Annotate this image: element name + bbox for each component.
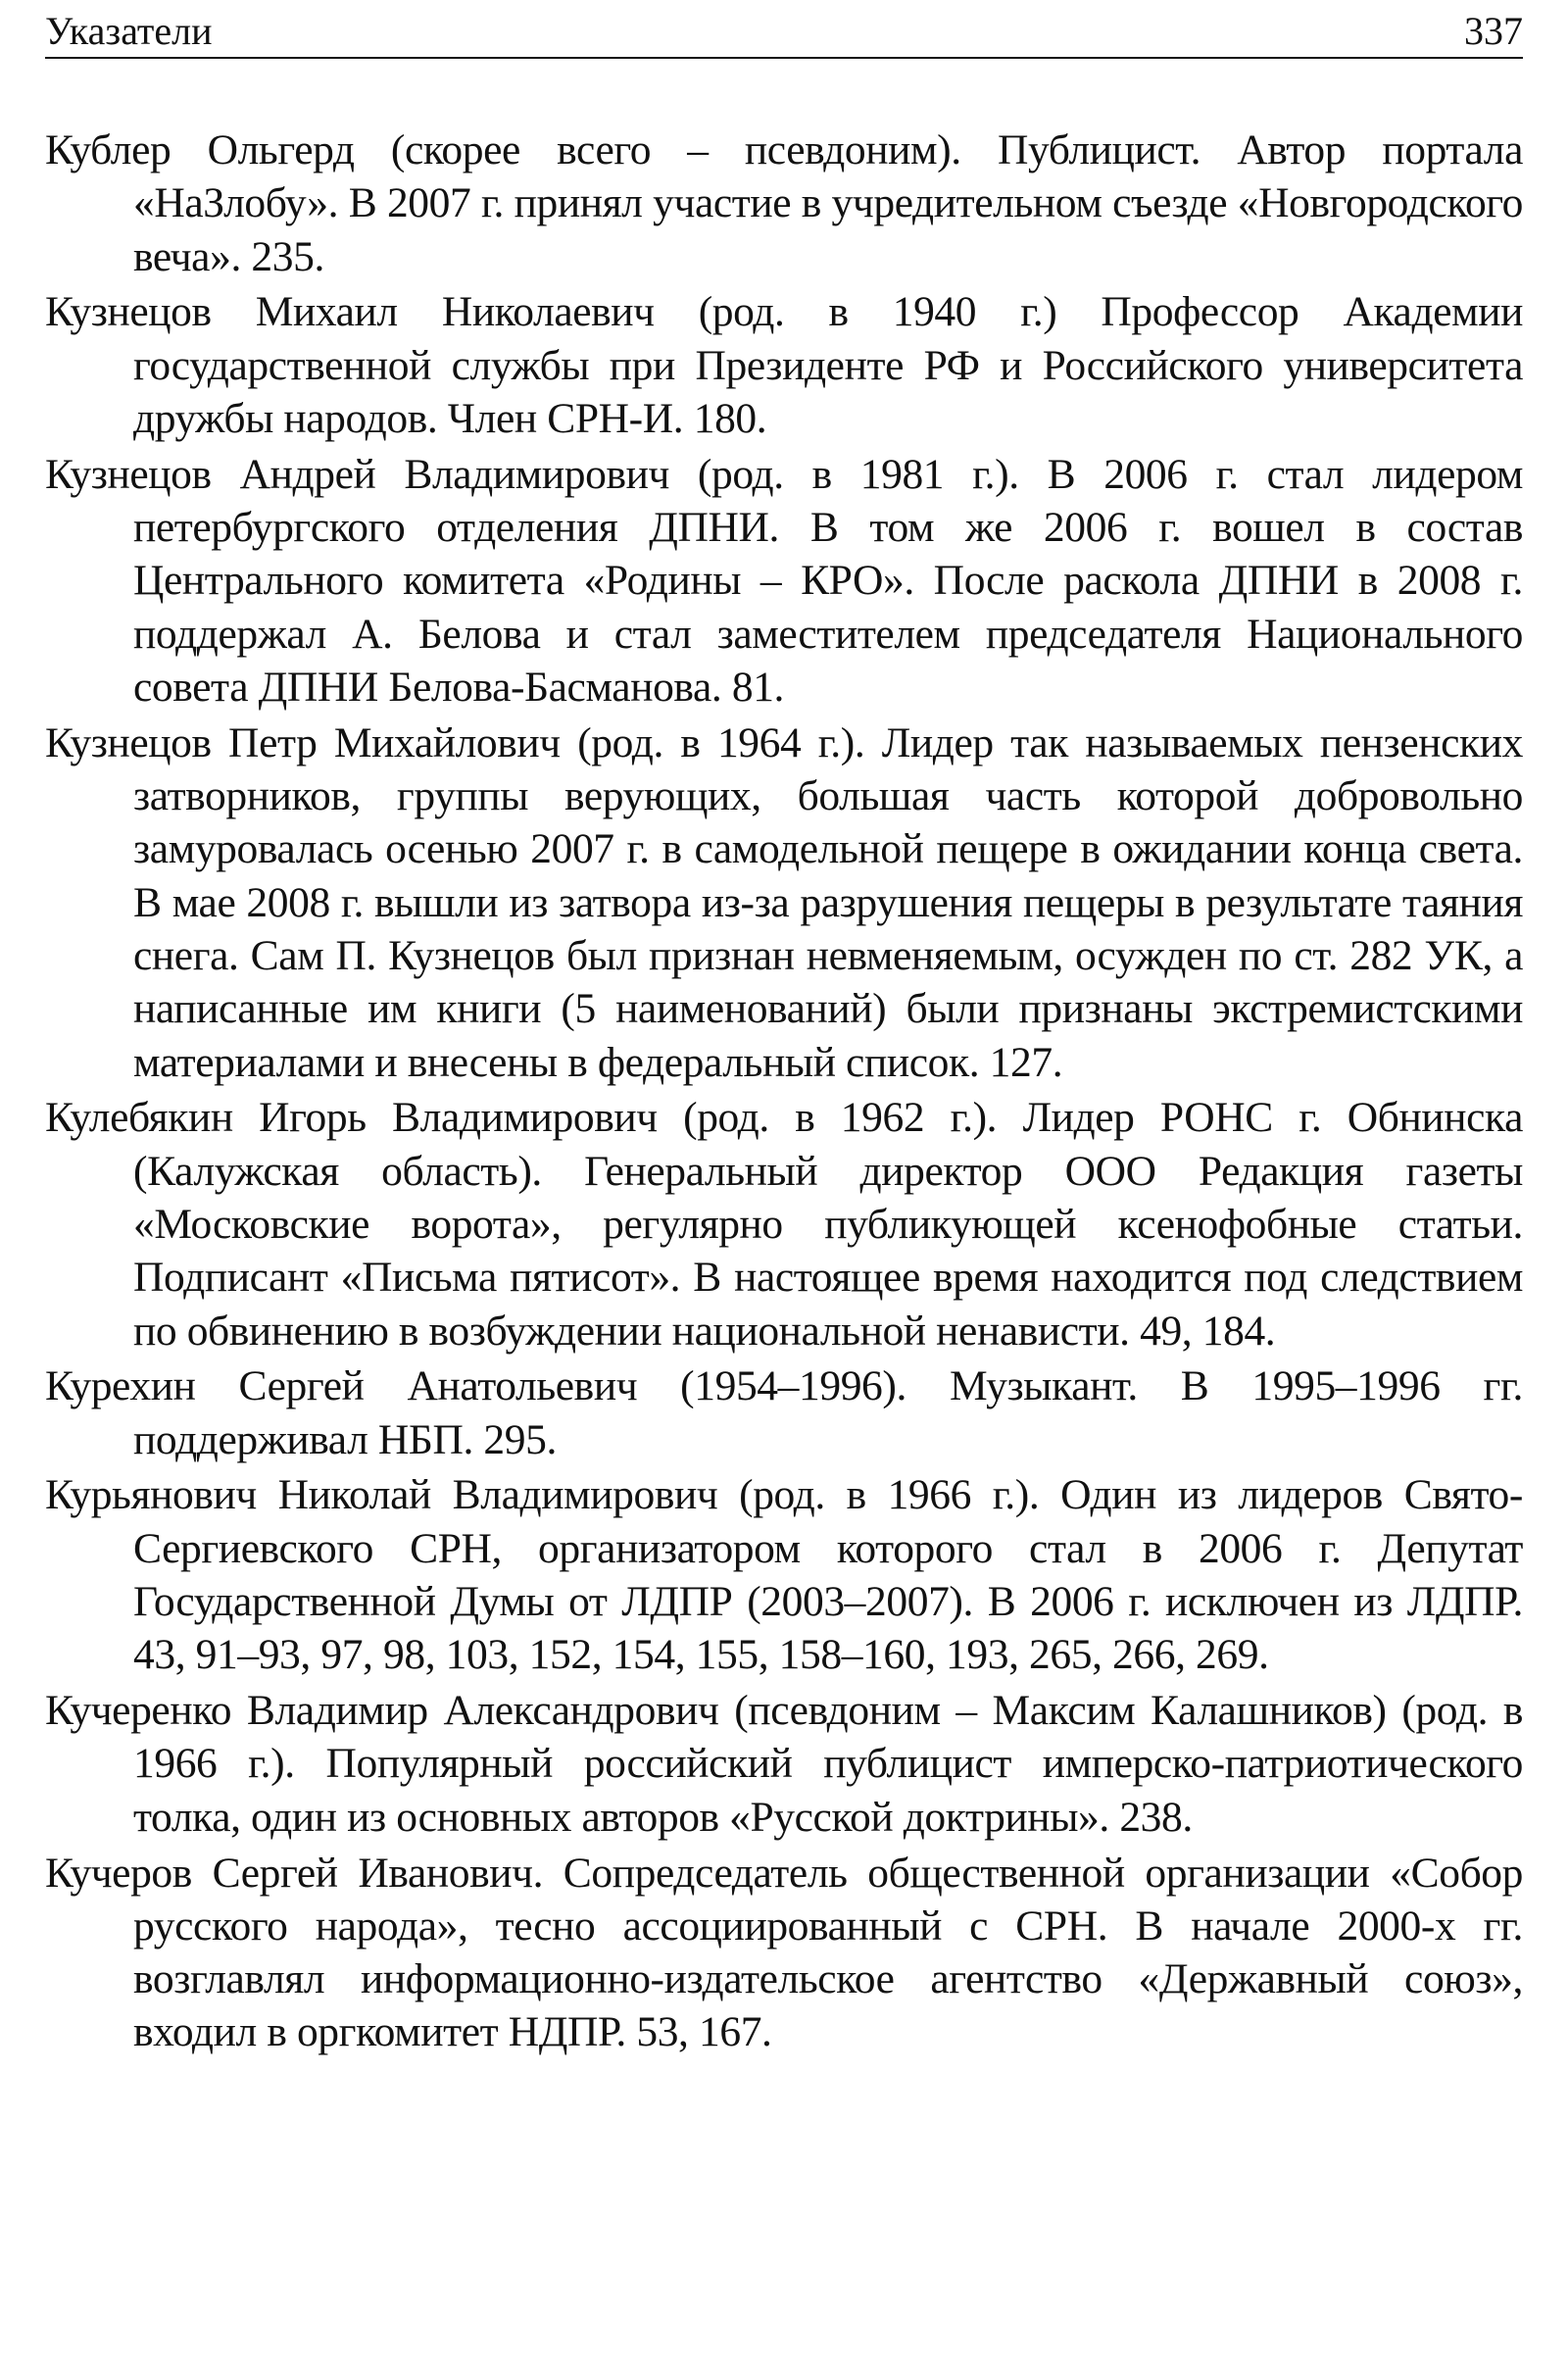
section-title: Указатели [45, 9, 213, 53]
index-entry-kurekhin: Курехин Сергей Анатольевич (1954–1996). Музыкант. В 1995–1996 гг. поддерживал НБП. 295. [45, 1362, 1523, 1463]
index-entry-kuryanovich: Курьянович Николай Владимирович (род. в 1966 г.). Один из лидеров Свято-Сергиевского СРН, организатором которого стал в 2006 г. Депутат Государственной Думы от ЛДПР (2003–2007). В 2006 г. исключен из ЛДПР. 43, 91–93, 97, 98, 103, 152, 154, 155, 158–160, 193, 265, 266, 269. [45, 1471, 1523, 1679]
page-number: 337 [1464, 9, 1523, 53]
index-entry-kucherov: Кучеров Сергей Иванович. Сопредседатель общественной организации «Собор русского народа», тесно ассоциированный с СРН. В начале 2000-х гг. возглавлял информационно-издательское агентство «Державный союз», входил в оргкомитет НДПР. 53, 167. [45, 1849, 1523, 2056]
index-entry-kubler: Кублер Ольгерд (скорее всего – псевдоним). Публицист. Автор портала «НаЗлобу». В 2007 г. принял участие в учредительном съезде «Новгородского веча». 235. [45, 126, 1523, 280]
index-entry-kucherenko: Кучеренко Владимир Александрович (псевдоним – Максим Калашников) (род. в 1966 г.). Популярный российский публицист имперско-патриотического толка, один из основных авторов «Русской доктрины». 238. [45, 1687, 1523, 1841]
index-entry-kuznetsov-petr: Кузнецов Петр Михайлович (род. в 1964 г.). Лидер так называемых пензенских затворников, группы верующих, большая часть которой добровольно замуровалась осенью 2007 г. в самодельной пещере в ожидании конца света. В мае 2008 г. вышли из затвора из-за разрушения пещеры в результате таяния снега. Сам П. Кузнецов был признан невменяемым, осужден по ст. 282 УК, а написанные им книги (5 наименований) были признаны экстремистскими материалами и внесены в федеральный список. 127. [45, 718, 1523, 1086]
index-entries [45, 123, 1523, 2061]
running-header [45, 6, 1523, 59]
index-entry-kuznetsov-mikhail: Кузнецов Михаил Николаевич (род. в 1940 г.) Профессор Академии государственной службы при Президенте РФ и Российского университета дружбы народов. Член СРН-И. 180. [45, 288, 1523, 442]
index-entry-kulebyakin: Кулебякин Игорь Владимирович (род. в 1962 г.). Лидер РОНС г. Обнинска (Калужская область). Генеральный директор ООО Редакция газеты «Московские ворота», регулярно публикующей ксенофобные статьи. Подписант «Письма пятисот». В настоящее время находится под следствием по обвинению в возбуждении национальной ненависти. 49, 184. [45, 1094, 1523, 1355]
index-entry-kuznetsov-andrei: Кузнецов Андрей Владимирович (род. в 1981 г.). В 2006 г. стал лидером петербургского отделения ДПНИ. В том же 2006 г. вошел в состав Центрального комитета «Родины – КРО». После раскола ДПНИ в 2008 г. поддержал А. Белова и стал заместителем председателя Национального совета ДПНИ Белова-Басманова. 81. [45, 450, 1523, 711]
